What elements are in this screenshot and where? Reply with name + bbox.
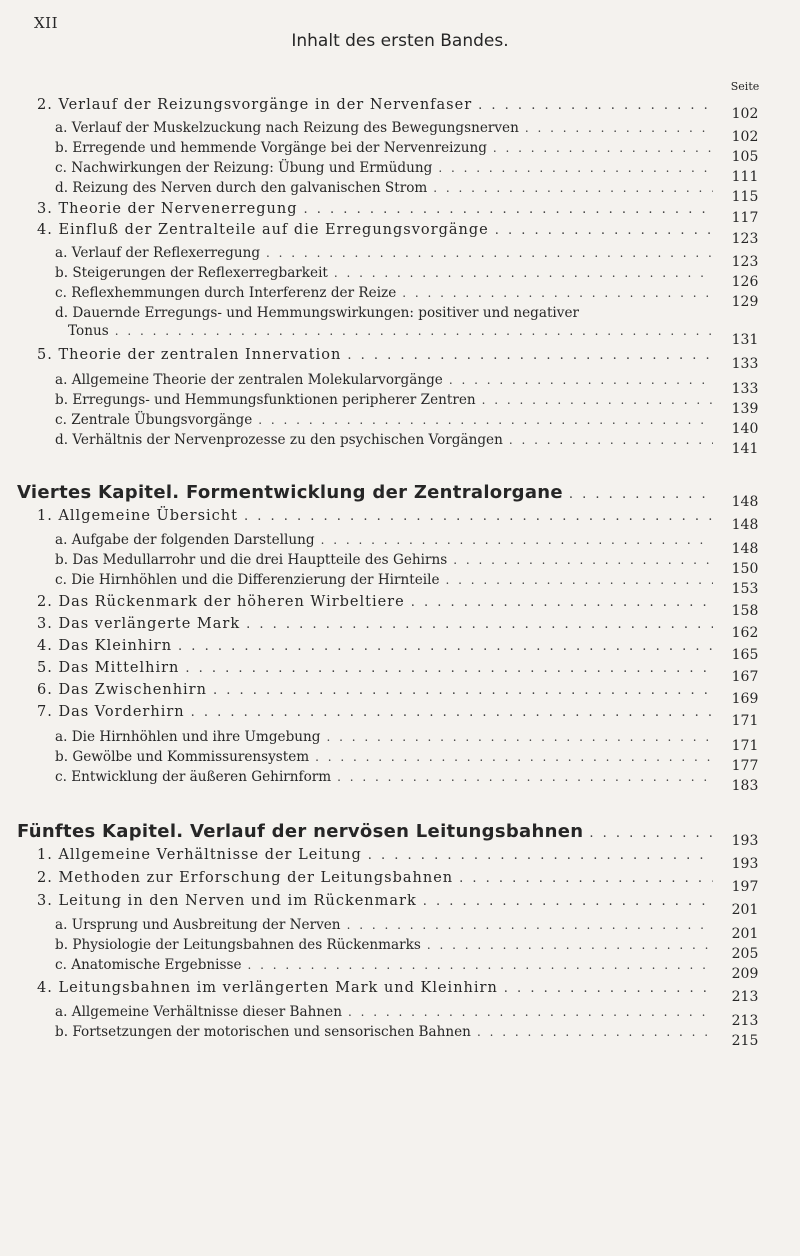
toc-entry-label: 1. Allgemeine Verhältnisse der Leitung bbox=[37, 847, 362, 863]
toc-entry-label: c. Reflexhemmungen durch Interferenz der Reize bbox=[55, 285, 397, 301]
toc-page-number: 213 bbox=[731, 989, 759, 1005]
toc-entry-subsection[interactable] bbox=[55, 390, 759, 417]
toc-entry-subsection[interactable] bbox=[55, 915, 759, 942]
toc-page-number: 131 bbox=[731, 332, 759, 348]
chapter-heading: Fünftes Kapitel. Verlauf der nervösen Leitungsbahnen bbox=[17, 821, 584, 842]
toc-entry-section[interactable] bbox=[37, 868, 759, 895]
leader-dots bbox=[337, 767, 713, 787]
toc-entry-label: 3. Das verlängerte Mark bbox=[37, 616, 241, 632]
toc-entry-subsection[interactable] bbox=[55, 530, 759, 557]
page-number: XII bbox=[34, 14, 59, 32]
toc-entry-subsection[interactable] bbox=[55, 767, 759, 794]
toc-page-number: 177 bbox=[731, 758, 759, 774]
toc-entry-section[interactable] bbox=[37, 845, 759, 872]
leader-dots bbox=[569, 485, 713, 505]
toc-page-number: 193 bbox=[731, 856, 759, 872]
toc-entry-subsection[interactable] bbox=[55, 178, 759, 205]
leader-dots bbox=[321, 530, 713, 550]
toc-page-number: 102 bbox=[731, 129, 759, 145]
toc-entry-subsection[interactable] bbox=[55, 410, 759, 437]
toc-entry-label: a. Ursprung und Ausbreitung der Nerven bbox=[55, 917, 341, 933]
toc-page-number: 158 bbox=[731, 603, 759, 619]
chapter-heading: Viertes Kapitel. Formentwicklung der Zentralorgane bbox=[17, 482, 563, 503]
toc-entry-label: b. Erregungs- und Hemmungsfunktionen peripherer Zentren bbox=[55, 392, 476, 408]
toc-entry-label: b. Gewölbe und Kommissurensystem bbox=[55, 749, 310, 765]
leader-dots bbox=[248, 955, 714, 975]
leader-dots bbox=[477, 1022, 713, 1042]
toc-page-number: 139 bbox=[731, 401, 759, 417]
toc-entry-label: a. Allgemeine Verhältnisse dieser Bahnen bbox=[55, 1004, 342, 1020]
toc-entry-label: d. Verhältnis der Nervenprozesse zu den psychischen Vorgängen bbox=[55, 432, 503, 448]
toc-entry-subsection[interactable] bbox=[68, 321, 759, 348]
toc-entry-section[interactable] bbox=[37, 199, 759, 226]
toc-entry-subsection[interactable] bbox=[55, 430, 759, 457]
toc-entry-label: 4. Einfluß der Zentralteile auf die Erregungsvorgänge bbox=[37, 222, 489, 238]
leader-dots bbox=[482, 390, 713, 410]
toc-entry-label: b. Erregende und hemmende Vorgänge bei der Nervenreizung bbox=[55, 140, 487, 156]
toc-entry-label: 2. Methoden zur Erforschung der Leitungsbahnen bbox=[37, 870, 454, 886]
toc-page-number: 123 bbox=[731, 231, 759, 247]
toc-entry-label: b. Fortsetzungen der motorischen und sensorischen Bahnen bbox=[55, 1024, 471, 1040]
leader-dots bbox=[478, 96, 713, 116]
toc-entry-subsection[interactable] bbox=[55, 138, 759, 165]
leader-dots bbox=[347, 915, 713, 935]
toc-page-number: 117 bbox=[731, 210, 759, 226]
toc-page-number: 111 bbox=[731, 169, 759, 185]
toc-entry-label: a. Verlauf der Reflexerregung bbox=[55, 245, 261, 261]
toc-entry-label: b. Das Medullarrohr und die drei Hauptteile des Gehirns bbox=[55, 552, 448, 568]
toc-page-number: 115 bbox=[731, 189, 759, 205]
toc-page-number: 183 bbox=[731, 778, 759, 794]
toc-entry-label-first-line: d. Dauernde Erregungs- und Hemmungswirkungen: positiver und negativer bbox=[55, 305, 580, 321]
toc-entry-subsection[interactable] bbox=[55, 935, 759, 962]
toc-entry-label: 3. Leitung in den Nerven und im Rückenmark bbox=[37, 893, 417, 909]
leader-dots bbox=[246, 615, 713, 635]
toc-page-number: 133 bbox=[731, 356, 759, 372]
leader-dots bbox=[433, 178, 713, 198]
toc-page-number: 169 bbox=[731, 691, 759, 707]
toc-entry-section[interactable] bbox=[37, 680, 759, 707]
leader-dots bbox=[266, 243, 713, 263]
leader-dots bbox=[334, 263, 713, 283]
toc-entry-section[interactable] bbox=[37, 220, 759, 247]
toc-page-number: 150 bbox=[731, 561, 759, 577]
toc-entry-label: 4. Leitungsbahnen im verlängerten Mark und Kleinhirn bbox=[37, 980, 498, 996]
leader-dots bbox=[495, 221, 713, 241]
toc-page-number: 140 bbox=[731, 421, 759, 437]
leader-dots bbox=[244, 507, 713, 527]
leader-dots bbox=[446, 570, 713, 590]
leader-dots bbox=[459, 869, 713, 889]
toc-page-number: 171 bbox=[731, 738, 759, 754]
toc-entry-label: 5. Theorie der zentralen Innervation bbox=[37, 347, 342, 363]
toc-entry-section[interactable] bbox=[37, 95, 759, 122]
toc-entry-subsection[interactable] bbox=[55, 550, 759, 577]
leader-dots bbox=[326, 727, 713, 747]
toc-page-number: 167 bbox=[731, 669, 759, 685]
toc-page-number: 133 bbox=[731, 381, 759, 397]
leader-dots bbox=[438, 158, 713, 178]
toc-page-number: 123 bbox=[731, 254, 759, 270]
leader-dots bbox=[427, 935, 713, 955]
toc-entry-label: c. Anatomische Ergebnisse bbox=[55, 957, 242, 973]
page-column-label: Seite bbox=[730, 80, 760, 93]
leader-dots bbox=[449, 370, 713, 390]
running-head-title: Inhalt des ersten Bandes. bbox=[291, 31, 509, 51]
toc-entry-label: a. Die Hirnhöhlen und ihre Umgebung bbox=[55, 729, 321, 745]
leader-dots bbox=[453, 550, 713, 570]
toc-entry-label: 1. Allgemeine Übersicht bbox=[37, 508, 238, 524]
toc-entry-label: c. Nachwirkungen der Reizung: Übung und Ermüdung bbox=[55, 160, 433, 176]
toc-page-number: 105 bbox=[731, 149, 759, 165]
toc-page-number: 209 bbox=[731, 966, 759, 982]
leader-dots bbox=[115, 321, 713, 341]
toc-entry-label: 3. Theorie der Nervenerregung bbox=[37, 201, 298, 217]
toc-page-number: 141 bbox=[731, 441, 759, 457]
toc-page-number: 126 bbox=[731, 274, 759, 290]
toc-entry-label: c. Entwicklung der äußeren Gehirnform bbox=[55, 769, 332, 785]
toc-entry-label: 6. Das Zwischenhirn bbox=[37, 682, 207, 698]
toc-entry-subsection[interactable] bbox=[55, 118, 759, 145]
leader-dots bbox=[347, 346, 713, 366]
toc-entry-label: b. Physiologie der Leitungsbahnen des Rückenmarks bbox=[55, 937, 421, 953]
toc-entry-chapter[interactable] bbox=[17, 821, 759, 849]
toc-entry-section[interactable] bbox=[37, 592, 759, 619]
toc-entry-section[interactable] bbox=[37, 614, 759, 641]
toc-page-number: 129 bbox=[731, 294, 759, 310]
leader-dots bbox=[411, 593, 713, 613]
toc-entry-subsection[interactable] bbox=[55, 370, 759, 397]
toc-entry-label: a. Aufgabe der folgenden Darstellung bbox=[55, 532, 315, 548]
leader-dots bbox=[185, 659, 713, 679]
leader-dots bbox=[525, 118, 713, 138]
leader-dots bbox=[304, 200, 713, 220]
toc-entry-subsection[interactable] bbox=[55, 955, 759, 982]
toc-entry-label: c. Zentrale Übungsvorgänge bbox=[55, 412, 253, 428]
toc-entry-subsection[interactable] bbox=[55, 1022, 759, 1049]
toc-page-number: 213 bbox=[731, 1013, 759, 1029]
toc-page-number: 205 bbox=[731, 946, 759, 962]
leader-dots bbox=[589, 824, 713, 844]
toc-entry-label: 7. Das Vorderhirn bbox=[37, 704, 185, 720]
toc-entry-label: d. Reizung des Nerven durch den galvanischen Strom bbox=[55, 180, 428, 196]
toc-entry-section[interactable] bbox=[37, 636, 759, 663]
toc-page-number: 215 bbox=[731, 1033, 759, 1049]
toc-entry-section[interactable] bbox=[37, 702, 759, 729]
toc-entry-label: a. Allgemeine Theorie der zentralen Molekularvorgänge bbox=[55, 372, 443, 388]
leader-dots bbox=[258, 410, 713, 430]
toc-page-number: 193 bbox=[731, 833, 759, 849]
toc-page-number: 148 bbox=[731, 494, 759, 510]
toc-entry-label-continuation: Tonus bbox=[68, 323, 109, 339]
toc-page-number: 201 bbox=[731, 926, 759, 942]
toc-entry-subsection[interactable] bbox=[55, 158, 759, 185]
toc-page-number: 102 bbox=[731, 106, 759, 122]
toc-entry-subsection[interactable] bbox=[55, 283, 759, 310]
leader-dots bbox=[493, 138, 713, 158]
toc-entry-subsection[interactable] bbox=[55, 1002, 759, 1029]
leader-dots bbox=[315, 747, 713, 767]
toc-entry-section[interactable] bbox=[37, 658, 759, 685]
toc-entry-section[interactable] bbox=[37, 891, 759, 918]
leader-dots bbox=[423, 892, 713, 912]
toc-entry-subsection[interactable] bbox=[55, 747, 759, 774]
toc-entry-section[interactable] bbox=[37, 506, 759, 533]
leader-dots bbox=[368, 846, 713, 866]
toc-entry-chapter[interactable] bbox=[17, 482, 759, 510]
toc-page-number: 197 bbox=[731, 879, 759, 895]
toc-entry-section[interactable] bbox=[37, 978, 759, 1005]
toc-entry-label: 2. Das Rückenmark der höheren Wirbeltiere bbox=[37, 594, 405, 610]
leader-dots bbox=[509, 430, 713, 450]
toc-entry-label: c. Die Hirnhöhlen und die Differenzierung der Hirnteile bbox=[55, 572, 440, 588]
toc-page-number: 171 bbox=[731, 713, 759, 729]
toc-page-number: 201 bbox=[731, 902, 759, 918]
toc-entry-label: 2. Verlauf der Reizungsvorgänge in der Nervenfaser bbox=[37, 97, 473, 113]
leader-dots bbox=[178, 637, 713, 657]
leader-dots bbox=[402, 283, 713, 303]
toc-entry-label: 4. Das Kleinhirn bbox=[37, 638, 173, 654]
leader-dots bbox=[191, 703, 713, 723]
toc-page-number: 162 bbox=[731, 625, 759, 641]
toc-page-number: 165 bbox=[731, 647, 759, 663]
toc-page-number: 148 bbox=[731, 541, 759, 557]
toc-entry-section[interactable] bbox=[37, 345, 759, 372]
toc-entry-subsection[interactable] bbox=[55, 243, 759, 270]
toc-entry-label: a. Verlauf der Muskelzuckung nach Reizung des Bewegungsnerven bbox=[55, 120, 519, 136]
toc-entry-subsection[interactable] bbox=[55, 727, 759, 754]
toc-page-number: 148 bbox=[731, 517, 759, 533]
leader-dots bbox=[348, 1002, 713, 1022]
toc-page-number: 153 bbox=[731, 581, 759, 597]
toc-entry-subsection[interactable] bbox=[55, 570, 759, 597]
toc-entry-subsection[interactable] bbox=[55, 263, 759, 290]
leader-dots bbox=[213, 681, 713, 701]
leader-dots bbox=[504, 979, 713, 999]
toc-entry-label: b. Steigerungen der Reflexerregbarkeit bbox=[55, 265, 328, 281]
toc-entry-label: 5. Das Mittelhirn bbox=[37, 660, 180, 676]
